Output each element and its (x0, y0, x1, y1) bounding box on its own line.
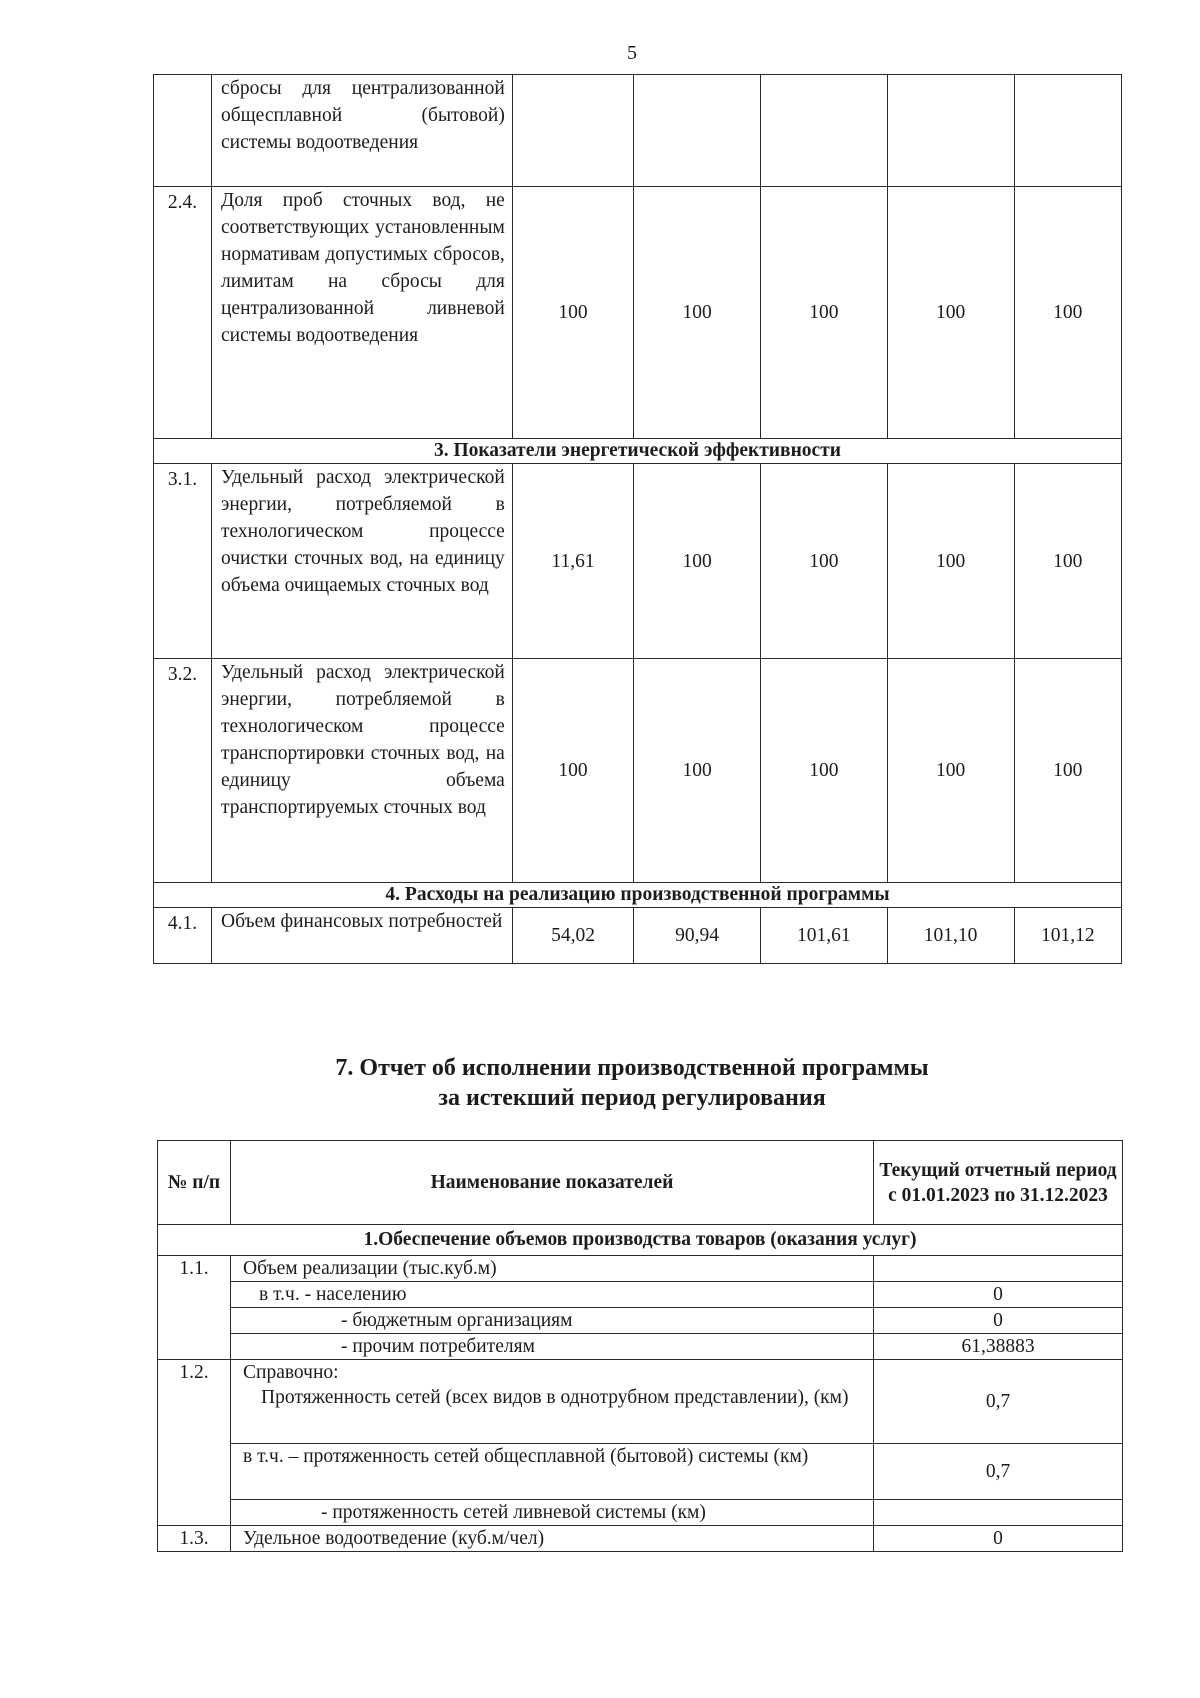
row-value: 0 (874, 1526, 1123, 1552)
table-row (158, 1334, 1123, 1360)
row-number: 3.1. (154, 464, 212, 659)
row-value: 100 (760, 464, 887, 659)
row-number: 1.1. (158, 1256, 231, 1360)
table-row (158, 1526, 1123, 1552)
table-row (154, 659, 1122, 883)
row-value (1014, 75, 1122, 187)
section-7-title-line2: за истекший период регулирования (438, 1085, 826, 1111)
row-value: 54,02 (512, 908, 633, 964)
section-title: 1.Обеспечение объемов производства товаров (оказания услуг) (158, 1225, 1123, 1256)
row-value: 100 (634, 659, 761, 883)
row-value: 100 (887, 659, 1014, 883)
row-number: 4.1. (154, 908, 212, 964)
row-value: 100 (760, 187, 887, 439)
row-value: 0,7 (874, 1360, 1123, 1444)
section-7-title-line1: 7. Отчет об исполнении производственной программы (335, 1055, 929, 1081)
table-row (158, 1256, 1123, 1282)
row-name: в т.ч. - населению (231, 1282, 874, 1308)
row-description: Удельный расход электрической энергии, потребляемой в технологическом процессе транспортировки сточных вод, на единицу объема транспортируемых сточных вод (212, 659, 513, 883)
row-value (512, 75, 633, 187)
row-name: - бюджетным организациям (231, 1308, 874, 1334)
section-title: 4. Расходы на реализацию производственной программы (154, 883, 1122, 908)
table-row (154, 75, 1122, 187)
row-value: 100 (634, 464, 761, 659)
row-value: 100 (1014, 659, 1122, 883)
row-value: 0,7 (874, 1444, 1123, 1500)
row-name: - протяженность сетей ливневой системы (км) (231, 1500, 874, 1526)
table-row (154, 187, 1122, 439)
header-number: № п/п (158, 1141, 231, 1225)
row-name (231, 1360, 874, 1444)
row-description: Доля проб сточных вод, не соответствующих установленным нормативам допустимых сбросов, лимитам на сбросы для централизованной ливневой системы водоотведения (212, 187, 513, 439)
row-name: - прочим потребителям (231, 1334, 874, 1360)
row-number: 3.2. (154, 659, 212, 883)
section-header-row (158, 1225, 1123, 1256)
table-row (154, 908, 1122, 964)
row-description: Объем финансовых потребностей (212, 908, 513, 964)
row-number: 1.3. (158, 1526, 231, 1552)
row-value (887, 75, 1014, 187)
row-value: 100 (512, 659, 633, 883)
row-value: 11,61 (512, 464, 633, 659)
row-name: в т.ч. – протяженность сетей общесплавной (бытовой) системы (км) (231, 1444, 874, 1500)
row-description: сбросы для централизованной общесплавной (бытовой) системы водоотведения (212, 75, 513, 187)
page-number: 5 (627, 42, 637, 64)
row-number: 1.2. (158, 1360, 231, 1526)
row-value: 0 (874, 1282, 1123, 1308)
row-value: 100 (634, 187, 761, 439)
row-value: 100 (1014, 187, 1122, 439)
row-number (154, 75, 212, 187)
row-value (874, 1256, 1123, 1282)
row-value (634, 75, 761, 187)
row-name: Удельное водоотведение (куб.м/чел) (231, 1526, 874, 1552)
row-value (874, 1500, 1123, 1526)
row-value: 90,94 (634, 908, 761, 964)
table-row (158, 1360, 1123, 1444)
row-value: 100 (512, 187, 633, 439)
row-value: 101,61 (760, 908, 887, 964)
row-value: 100 (887, 464, 1014, 659)
row-number: 2.4. (154, 187, 212, 439)
row-value (760, 75, 887, 187)
header-period: Текущий отчетный период с 01.01.2023 по 31.12.2023 (874, 1141, 1123, 1225)
table-row (158, 1500, 1123, 1526)
section-header-row (154, 439, 1122, 464)
header-row (158, 1141, 1123, 1225)
row-name-line: Справочно: (243, 1362, 339, 1383)
row-description: Удельный расход электрической энергии, потребляемой в технологическом процессе очистки сточных вод, на единицу объема очищаемых сточных вод (212, 464, 513, 659)
indicators-table (153, 74, 1122, 964)
table-row (158, 1444, 1123, 1500)
row-value: 0 (874, 1308, 1123, 1334)
table-row (158, 1308, 1123, 1334)
row-name: Объем реализации (тыс.куб.м) (231, 1256, 874, 1282)
row-value: 100 (760, 659, 887, 883)
table-row (154, 464, 1122, 659)
section-7-title (0, 1053, 1200, 1113)
row-value: 100 (887, 187, 1014, 439)
row-value: 100 (1014, 464, 1122, 659)
row-value: 101,10 (887, 908, 1014, 964)
header-name: Наименование показателей (231, 1141, 874, 1225)
row-name-line: Протяженность сетей (всех видов в однотрубном представлении), (км) (261, 1387, 849, 1408)
section-title: 3. Показатели энергетической эффективности (154, 439, 1122, 464)
report-table (157, 1140, 1123, 1552)
section-header-row (154, 883, 1122, 908)
table-row (158, 1282, 1123, 1308)
row-value: 101,12 (1014, 908, 1122, 964)
row-value: 61,38883 (874, 1334, 1123, 1360)
